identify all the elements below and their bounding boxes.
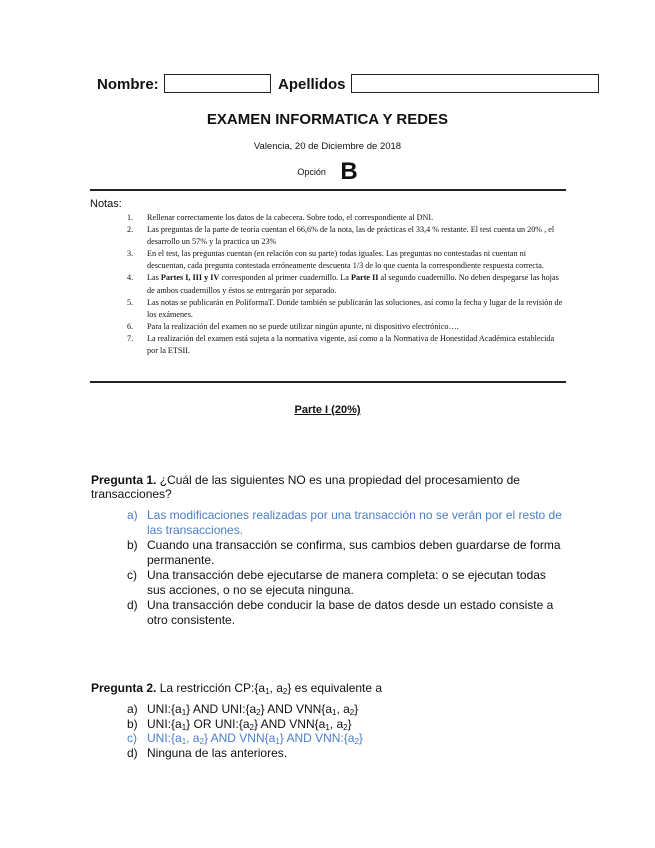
name-label: Nombre: <box>97 76 159 93</box>
subscript: 1 <box>265 687 270 696</box>
notes-title: Notas: <box>90 198 122 210</box>
name-row <box>97 74 607 96</box>
answer-letter: d) <box>127 745 138 760</box>
answer-letter: b) <box>127 716 138 731</box>
note-text: Las notas se publicarán en PoliformaT. Donde también se publicarán las soluciones, así como la fecha y lugar de la revisión de los exámenes. <box>147 297 563 319</box>
part-title: Parte I (20%) <box>294 404 361 416</box>
notes-list <box>120 212 566 357</box>
note-number: 4. <box>127 273 134 283</box>
answer-text: Ninguna de las anteriores. <box>147 745 288 760</box>
option-letter: B <box>340 158 358 185</box>
option-row <box>0 158 655 186</box>
question-1-lead: Pregunta 1. <box>91 473 157 487</box>
answer-text: $UNI:\{a_1$, $a_2$} AND $VNN\{a_1\}$ AND $VNN:\{a_2\}$ <box>147 731 363 747</box>
divider-top <box>90 189 566 191</box>
divider-bottom <box>90 381 566 383</box>
answer-text: $UNI:\{a_1\}$ OR $UNI:\{a_2\}$ AND $VNN\{a_1$, $a_2$} <box>147 716 352 732</box>
answer-text: Las modificaciones realizadas por una transacción no se verán por el resto de las transacciones. <box>147 508 562 537</box>
question-1-text: ¿Cuál de las siguientes NO es una propiedad del procesamiento de transacciones? <box>91 473 520 501</box>
note-text-bold-part2: Parte II <box>350 273 379 283</box>
answer-letter: b) <box>127 538 138 552</box>
question-2-text: } es equivalente a <box>287 681 383 695</box>
answer-item[interactable] <box>127 746 567 761</box>
answer-item[interactable] <box>127 598 567 628</box>
note-number: 7. <box>127 333 134 343</box>
note-number: 1. <box>127 213 134 222</box>
note-text-mid: corresponden al primer cuadernillo. La <box>219 273 351 283</box>
question-2-lead: Pregunta 2. <box>91 681 157 695</box>
note-item <box>120 321 566 333</box>
exam-date: Valencia, 20 de Diciembre de 2018 <box>253 141 402 152</box>
answer-text: Una transacción debe conducir la base de datos desde un estado consiste a otro consistente. <box>147 598 554 627</box>
surname-label: Apellidos <box>278 76 346 93</box>
answer-letter: c) <box>127 731 137 746</box>
note-text: Rellenar correctamente los datos de la cabecera. Sobre todo, el correspondiente al DNI. <box>147 213 434 222</box>
answer-item[interactable] <box>127 702 567 717</box>
answer-item-correct[interactable] <box>127 508 567 538</box>
answer-item[interactable] <box>127 538 567 568</box>
note-text: En el test, las preguntas cuentan (en relación con su parte) todas iguales. Las preguntas no contestadas ni cuentan ni descuentan, cada pregunta contestada erróneamente descuenta 1/3 de lo que cuenta la correspondiente respuesta correcta. <box>147 249 544 271</box>
subscript: 2 <box>282 687 288 696</box>
note-text-bold-parts: Partes I, III y IV <box>160 273 220 283</box>
note-text: Para la realización del examen no se puede utilizar ningún apunte, ni dispositivo electrónico…. <box>147 321 459 331</box>
note-item <box>120 248 566 272</box>
answer-letter: c) <box>127 568 137 582</box>
name-field[interactable] <box>164 74 271 93</box>
note-item <box>120 272 566 296</box>
note-text-pre: Las <box>147 273 161 283</box>
question-1 <box>91 473 567 501</box>
note-text: Las preguntas de la parte de teoría cuentan el 66,6% de la nota, las de prácticas el 33,4 % restante. El test cuenta un 20% , el desarrollo un 57% y la practica un 23% <box>147 225 555 247</box>
answer-text: $UNI:\{a_1\}$ AND $UNI:\{a_2\}$ AND $VNN\{a_1$, $a_2$} <box>147 702 359 717</box>
question-2-text: , a <box>269 681 283 695</box>
answer-item[interactable] <box>127 568 567 598</box>
question-1-answers <box>127 508 567 628</box>
note-number: 3. <box>127 249 134 259</box>
question-2-answers <box>127 702 567 760</box>
answer-text: Cuando una transacción se confirma, sus cambios deben guardarse de forma permanente. <box>147 538 561 567</box>
answer-item[interactable] <box>127 717 567 732</box>
note-item <box>120 333 566 357</box>
question-2 <box>91 681 567 695</box>
answer-letter: d) <box>127 598 138 612</box>
note-text: La realización del examen está sujeta a la normativa vigente, así como a la Normativa de Honestidad Académica establecida por la ETSII. <box>147 333 555 356</box>
note-number: 6. <box>127 321 134 331</box>
note-number: 5. <box>127 297 134 307</box>
option-label: Opción <box>297 167 326 177</box>
answer-text: Una transacción debe ejecutarse de manera completa: o se ejecutan todas sus acciones, o no se ejecuta ninguna. <box>147 568 546 597</box>
note-item <box>120 297 566 321</box>
note-text-post: al segundo cuadernillo. No deben despegarse las hojas de ambos cuadernillos y éstos se entregarán por separado. <box>147 273 559 295</box>
answer-letter: a) <box>127 702 138 716</box>
note-item <box>120 224 566 248</box>
answer-letter: a) <box>127 508 138 522</box>
answer-item-correct[interactable] <box>127 731 567 746</box>
question-2-text: La restricción CP:{a <box>156 681 266 695</box>
note-item <box>120 212 566 224</box>
exam-title: EXAMEN INFORMATICA Y REDES <box>206 111 449 128</box>
surname-field[interactable] <box>351 74 599 93</box>
note-number: 2. <box>127 225 134 235</box>
